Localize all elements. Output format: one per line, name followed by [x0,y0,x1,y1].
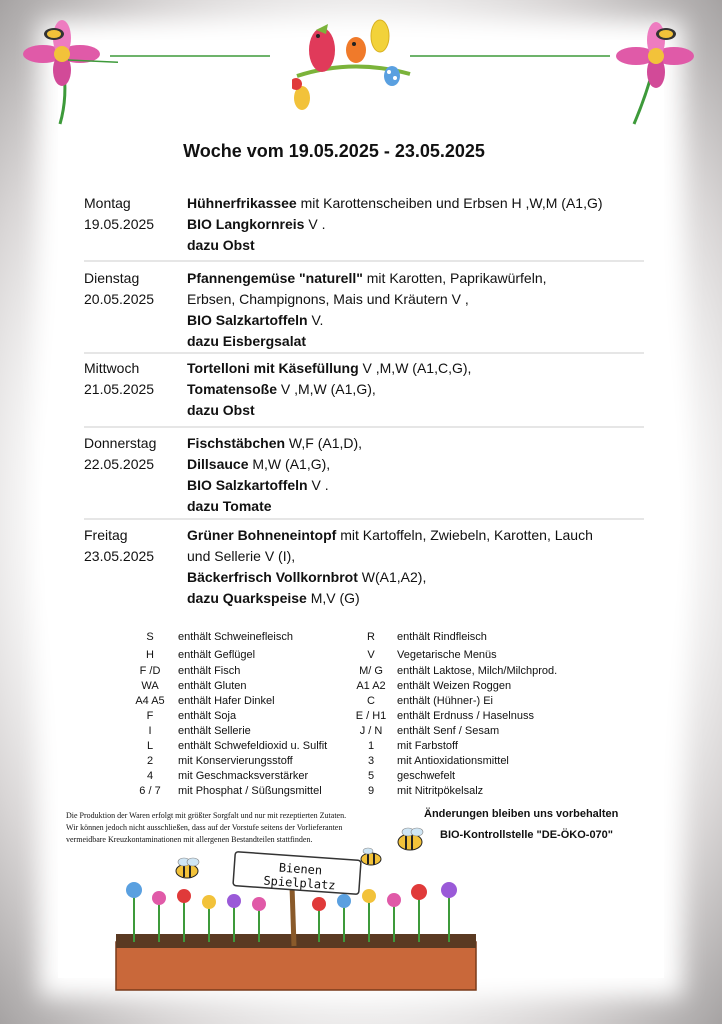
dish-name: BIO Salzkartoffeln [187,477,308,493]
dish-name: dazu Obst [187,402,255,418]
menu-line [187,358,642,379]
legend-code: A4 A5 [135,695,165,707]
legend-code: 3 [367,755,375,767]
changes-note: Änderungen bleiben uns vorbehalten [424,808,619,820]
legend-text: enthält Schweinefleisch [178,631,293,643]
dish-name: Tortelloni mit Käsefüllung [187,360,359,376]
day-date: 20.05.2025 [84,291,155,307]
dish-name: Bäckerfrisch Vollkornbrot [187,569,358,585]
dish-details: W,F (A1,D), [285,435,363,451]
menu-line [187,475,642,496]
legend-text: enthält Geflügel [178,649,256,661]
menu-line [187,433,642,454]
menu-line [187,331,642,352]
day-date: 22.05.2025 [84,456,155,472]
disclaimer-line: Wir können jedoch nicht ausschließen, dass auf der Vorstufe seitens der Vorlieferanten [66,823,343,832]
dish-details: V. [307,312,324,328]
menu-friday [187,525,642,609]
legend-text: enthält Gluten [178,680,247,692]
divider [84,518,644,520]
flower-top-right-icon [604,16,714,126]
dish-details: und Sellerie V (I), [187,548,296,564]
legend-code: H [146,649,154,661]
day-name: Montag [84,195,131,211]
menu-line [187,235,642,256]
legend-text: enthält (Hühner-) Ei [397,695,493,707]
menu-line [187,588,642,609]
dish-name: Dillsauce [187,456,249,472]
legend-text: enthält Fisch [178,665,241,677]
day-friday [84,525,154,567]
dish-details: V ,M,W (A1,G), [276,381,376,397]
legend-code: 5 [367,770,375,782]
menu-line [187,268,642,289]
dish-details: W(A1,A2), [357,569,427,585]
dish-name: Tomatensoße [187,381,277,397]
menu-tuesday [187,268,642,352]
bio-control-note: BIO-Kontrollstelle "DE-ÖKO-070" [440,829,614,841]
menu-line [187,214,642,235]
legend-code: M/ G [359,665,383,677]
legend-code: A1 A2 [356,680,386,692]
divider [84,352,644,354]
disclaimer [66,810,406,846]
menu-line [187,546,642,567]
vine-top-left-icon [110,52,270,62]
dish-details: V . [304,216,326,232]
disclaimer-line: vermeidbare Kreuzkontaminationen mit allergenen Bestandteilen stattfinden. [66,835,313,844]
menu-wednesday [187,358,642,421]
dish-name: Grüner Bohneneintopf [187,527,337,543]
dish-name: Pfannengemüse "naturell" [187,270,363,286]
legend-text: enthält Senf / Sesam [397,725,500,737]
dish-name: dazu Eisbergsalat [187,333,307,349]
legend-text: enthält Hafer Dinkel [178,695,275,707]
legend-code: J / N [359,725,383,737]
dish-details: mit Karotten, Paprikawürfeln, [362,270,547,286]
legend-text: Vegetarische Menüs [397,649,497,661]
legend-code: C [367,695,375,707]
day-name: Dienstag [84,270,140,286]
dish-name: BIO Salzkartoffeln [187,312,308,328]
legend-code: 9 [367,785,375,797]
disclaimer-line: Die Produktion der Waren erfolgt mit größter Sorgfalt und nur mit rezeptierten Zutaten. [66,811,347,820]
dish-details: V ,M,W (A1,C,G), [358,360,472,376]
day-name: Freitag [84,527,128,543]
legend-text: mit Antioxidationsmittel [397,755,509,767]
legend-code: 1 [367,740,375,752]
dish-name: dazu Tomate [187,498,272,514]
legend-code: F /D [139,665,161,677]
dish-details: M,V (G) [306,590,360,606]
menu-thursday [187,433,642,517]
legend-code: S [146,631,154,643]
day-thursday [84,433,156,475]
day-monday [84,193,154,235]
menu-line [187,454,642,475]
divider [84,426,644,428]
dish-name: Fischstäbchen [187,435,286,451]
dish-name: Hühnerfrikassee [187,195,297,211]
day-tuesday [84,268,154,310]
legend-text: enthält Soja [178,710,237,722]
legend-text: mit Konservierungsstoff [178,755,293,767]
legend-code: E / H1 [355,710,387,722]
legend-code: WA [141,680,159,692]
dish-name: dazu Quarkspeise [187,590,307,606]
legend-text: mit Farbstoff [397,740,458,752]
menu-line [187,400,642,421]
legend-text: mit Geschmacksverstärker [178,770,309,782]
menu-monday [187,193,642,256]
divider [84,260,644,262]
dish-name: BIO Langkornreis [187,216,305,232]
legend-text: mit Phosphat / Süßungsmittel [178,785,322,797]
sign-text: Bienen Spielplatz [262,860,337,893]
legend-text: enthält Rindfleisch [397,631,487,643]
day-date: 21.05.2025 [84,381,155,397]
legend-code: F [146,710,154,722]
page-title: Woche vom 19.05.2025 - 23.05.2025 [183,141,485,161]
dish-details: M,W (A1,G), [248,456,331,472]
dish-details: V . [307,477,329,493]
menu-line [187,496,642,517]
day-wednesday [84,358,154,400]
dish-details: mit Karottenscheiben und Erbsen H ,W,M (A1,G) [296,195,603,211]
vine-top-right-icon [410,52,610,62]
day-date: 19.05.2025 [84,216,155,232]
legend-code: R [367,631,375,643]
day-name: Donnerstag [84,435,157,451]
legend-text: enthält Laktose, Milch/Milchprod. [397,665,558,677]
legend-code: 6 / 7 [139,785,161,797]
legend-text: enthält Sellerie [178,725,251,737]
legend-code: L [146,740,154,752]
dish-details: Erbsen, Champignons, Mais und Kräutern V , [187,291,469,307]
legend-text: enthält Schwefeldioxid u. Sulfit [178,740,328,752]
menu-line [187,379,642,400]
day-name: Mittwoch [84,360,140,376]
legend-code: 4 [146,770,154,782]
flower-top-left-icon [8,16,118,126]
birds-on-branch-icon [292,14,422,114]
legend-text: geschwefelt [397,770,456,782]
menu-line [187,567,642,588]
legend-code: V [367,649,375,661]
dish-details: mit Kartoffeln, Zwiebeln, Karotten, Lauch [336,527,593,543]
menu-line [187,193,642,214]
menu-line [187,525,642,546]
menu-line [187,310,642,331]
legend-text: enthält Erdnuss / Haselnuss [397,710,534,722]
menu-line [187,289,642,310]
dish-name: dazu Obst [187,237,255,253]
legend-code: 2 [146,755,154,767]
legend-text: enthält Weizen Roggen [397,680,512,692]
day-date: 23.05.2025 [84,548,155,564]
legend-code: I [148,725,152,737]
legend-text: mit Nitritpökelsalz [397,785,484,797]
